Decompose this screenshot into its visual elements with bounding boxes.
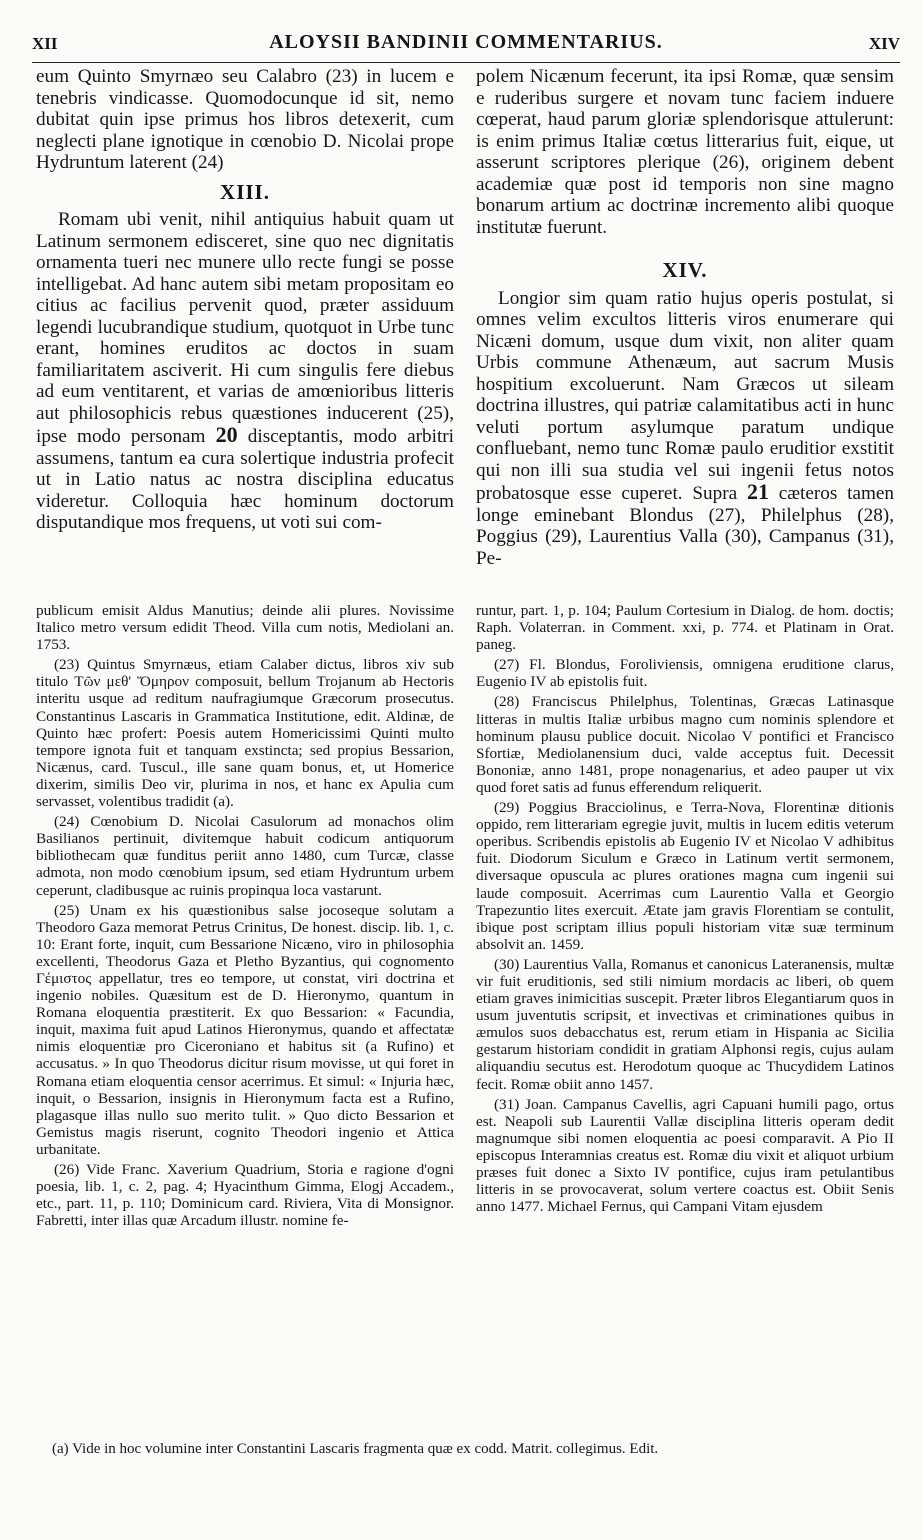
page-number-right: XIV (868, 34, 900, 53)
page-number-left: XII (32, 34, 58, 53)
margin-number-20: 20 (215, 422, 238, 447)
footnote-31: (31) Joan. Campanus Cavellis, agri Capuani humili pago, ortus est. Neapoli sub Laurentii Vallæ disciplina litteris operam dedit magnumque sibi nomen eloquentia ac poesi comparavit. A Pio II episcopus Interamnias creatus est. Romæ diu vixit et aliquot urbium præses fuit donec a Sixto IV pontifice, cujus iram petulantibus litteris in se provocaverat, solum vertere coactus est. Obiit Senis anno 1477. Michael Fernus, qui Campani Vitam ejusdem (476, 1095, 894, 1216)
right-opening-paragraph: polem Nicænum fecerunt, ita ipsi Romæ, quæ sensim e ruderibus surgere et novam tunc faciem induere cœperat, haud parum gloriæ splendorisque attulerunt: is enim primus Italiæ cœtus litterarius fuit, eique, ut asserunt scriptores plerique (26), originem debent academiæ quæ post id temporis non sine magno bonarum artium ac doctrinæ incremento alibi quoque institutæ fuerunt. (476, 66, 894, 238)
footnote-26: (26) Vide Franc. Xaverium Quadrium, Storia e ragione d'ogni poesia, lib. 1, c. 2, pag. 4; Hyacinthum Gimma, Elogj Accadem., etc., part. 11, p. 110; Dominicum card. Riviera, Vita di Monsignor. Fabretti, inter illas quæ Arcadum illustr. nomine fe- (36, 1161, 454, 1230)
running-title: ALOYSII BANDINII COMMENTARIUS. (269, 31, 663, 53)
footnote-28: (28) Franciscus Philelphus, Tolentinas, Græcas Latinasque litteras in multis Italiæ urbibus magno cum nominis splendore et hominum plausu publice docuit. Nicolao V pontifici et Francisco Sfortiæ, Mediolanensium duci, valde acceptus fuit. Decessit Bononiæ, anno 1481, prope nonagenarius, et adeo pauper ut vix quod foret satis ad funus efferendum reliquerit. (476, 693, 894, 796)
left-main-text (36, 66, 454, 534)
left-opening-paragraph: eum Quinto Smyrnæo seu Calabro (23) in lucem e tenebris vindicasse. Quomodocunque id sit, nemo dubitat quin ipse primus hos libros detexerit, cum neglecti plane ignotique in cœnobio D. Nicolai prope Hydruntum laterent (24) (36, 66, 454, 173)
paragraph-xiii-continued: disceptantis, modo arbitri assumens, tantum ea cura solertique industria profecit ut in Latio natus ac nostra disciplina educatus videretur. Colloquia hæc hominum doctorum disputandique mos frequens, ut voti sui com- (36, 426, 455, 533)
paragraph-xiv-text: Longior sim quam ratio hujus operis postulat, si omnes velim excultos litteris viros enumerare qui Nicæni domum, usque dum vixit, non aliter quam Urbis commune Athenæum, aut sacrum Musis hospitium excoluerunt. Nam Græcos ut sileam doctrina illustres, qui patriæ calamitatibus acti in hunc veluti portum asylumque paratum undique confluebant, nemo tunc Romæ paulo eruditior exstitit qui non illi sua studia vel sui ingenii fetus notos probatosque esse cuperet. Supra (476, 287, 894, 504)
footnote-26-continuation: runtur, part. 1, p. 104; Paulum Cortesium in Dialog. de hom. doctis; Raph. Volaterran. in Comment. xxi, p. 774. et Platinam in Orat. paneg. (476, 602, 894, 654)
running-header (32, 30, 900, 63)
section-heading-xiv: XIV. (662, 258, 708, 282)
paragraph-xiv (476, 288, 894, 570)
right-column (476, 66, 895, 1216)
left-footnotes (36, 602, 454, 1232)
margin-number-21: 21 (746, 479, 769, 504)
paragraph-xiv-continued: cæteros tamen longe eminebant Blondus (27), Philelphus (28), Poggius (29), Laurentius Valla (30), Campanus (31), Pe- (476, 483, 895, 569)
footnote-25: (25) Unam ex his quæstionibus salse jocoseque solutam a Theodoro Gaza memorat Petrus Crinitus, De honest. discip. lib. 1, c. 10: Erant forte, inquit, cum Bessarione Nicæno, viro in philosophia excellenti, Theodorus Gaza et Pletho Byzantius, qui cognomento Γέμιστος appellatur, tres eo tempore, ut constat, viri doctrina et ingenio nobiles. Quæsitum est de D. Hieronymo, quantum in Romana eloquentia præstiterit. Ex quo Bessarion: « Facundia, inquit, maxima fuit apud Latinos Hieronymus, quando et affectatæ nimis eloquentiæ pro Ciceroniano et habitus sit (a Rufino) et accusatus. » In quo Theodorus dicitur risum movisse, ut qui foret in Romana etiam eloquentia censor acerrimus. Et simul: « Injuria hæc, inquit, o Bessarion, insignis in Hieronymum facta est a Rufino, plagasque illas nullo suo merito tulit. » Quo dicto Bessarion et Gemistus magis riserunt, cognito Theodori ingenio et Attica urbanitate. (36, 901, 454, 1158)
footnote-29: (29) Poggius Bracciolinus, e Terra-Nova, Florentinæ ditionis oppido, rem litterariam egregie juvit, multis in lucem editis veterum operibus. Scribendis epistolis ab Eugenio IV et Nicolao V adhibitus fuit. Diodorum Siculum e Græco in Latinum vertit sermonem, diversaque opuscula ac plures orationes magna cum ingenii sui laude composuit. Acerrimas cum Laurentio Valla et Georgio Trapezuntio lites exercuit. Ætate jam gravis Florentiam se contulit, ibique post scriptam illius populi historiam vitæ suæ terminum absolvit an. 1459. (476, 799, 894, 953)
footnote-30: (30) Laurentius Valla, Romanus et canonicus Lateranensis, multæ vir fuit eruditionis, sed stili nimium mordacis ac liberi, ob quem etiam graves inimicitias suscepit. Præter libros Elegantiarum quos in usum juventutis scripsit, et invectivas et criminationes quibus in æmulos suos debacchatus est, rerum etiam in Hispania ac Sicilia gestarum historiam condidit in gratiam Alphonsi regis, cujus aulam aliquandiu secutus est. Herodotum quoque ac Thucydidem Latinos fecit. Romæ obiit anno 1457. (476, 955, 894, 1093)
paragraph-xiii-text: Romam ubi venit, nihil antiquius habuit quam ut Latinum sermonem edisceret, sine quo nec dignitatis ornamenta tueri nec munere ullo recte fungi se posse intelligebat. Ad hanc autem sibi metam propositam eo citius ac facilius pervenit quod, præter assiduum legendi lucubrandique studium, quotquot in Urbe tunc erant, homines eruditos ac doctos in suam familiaritatem asciverit. Hi cum singulis fere diebus ad eum ventitarent, et varias de amœnioribus litteris aut philosophicis rebus quæstiones inducerent (25), ipse modo personam (36, 209, 454, 447)
right-footnotes (476, 602, 894, 1218)
section-heading-xiii: XIII. (220, 179, 270, 204)
right-main-text (476, 66, 894, 569)
left-column (36, 66, 455, 1230)
footnote-23: (23) Quintus Smyrnæus, etiam Calaber dictus, libros xiv sub titulo Τῶν μεθ' Ὅμηρον composuit, bellum Trojanum ab Hectoris interitu usque ad reditum naufragiumque Græcorum prosecutus. Constantinus Lascaris in Grammatica Institutione, edit. Aldinæ, de Quinto hæc profert: Poesis autem Homericissimi Quinti multo tempore ignota fuit et tanquam exstincta; sed propius Bessarion, Nicænus, card. Tuscul., ille sane quam bonus, et, ut Homerice dixerim, similis Deo vir, plurima in nos, et hanc ex Apulia cum servasset, volentibus tradidit (a). (36, 656, 454, 811)
footnote-27: (27) Fl. Blondus, Foroliviensis, omnigena eruditione clarus, Eugenio IV ab epistolis fuit. (476, 656, 894, 691)
footnote-24: (24) Cœnobium D. Nicolai Casulorum ad monachos olim Basilianos pertinuit, divitemque habuit codicum antiquorum bibliothecam quæ funditus periit anno 1480, cum Turcæ, classe admota, non modo cœnobium ipsum, sed etiam Hydruntum urbem ceperunt, cladibusque ac ruinis propinqua loca vastarunt. (36, 813, 454, 899)
footnote-continuation: publicum emisit Aldus Manutius; deinde alii plures. Novissime Italico metro versum edidit Theod. Villa cum notis, Mediolani an. 1753. (36, 602, 454, 654)
footnote-a: (a) Vide in hoc volumine inter Constantini Lascaris fragmenta quæ ex codd. Matrit. collegimus. Edit. (52, 1441, 659, 1457)
paragraph-xiii (36, 209, 454, 534)
